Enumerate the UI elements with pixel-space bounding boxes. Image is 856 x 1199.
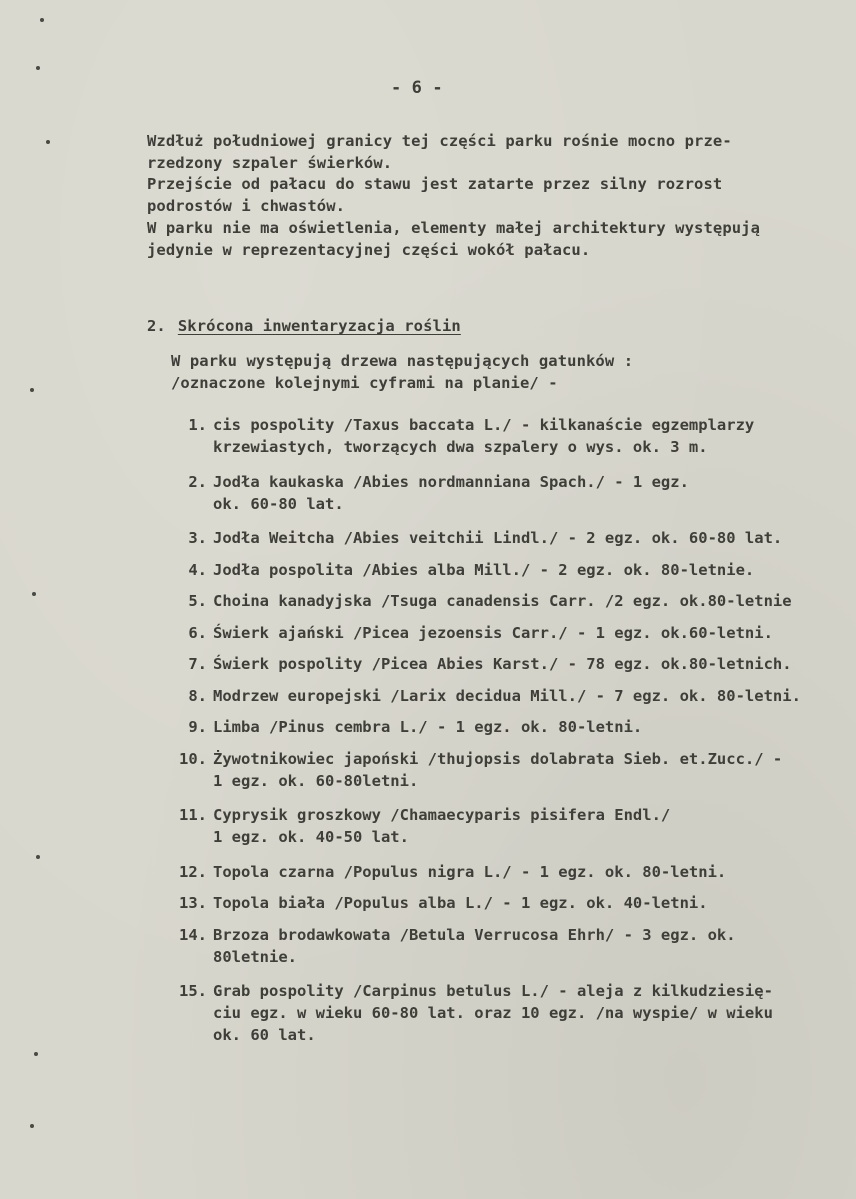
text-line: jedynie w reprezentacyjnej części wokół pałacu. bbox=[147, 240, 591, 259]
plant-number: 2. bbox=[188, 472, 207, 491]
plant-list-item bbox=[188, 716, 643, 738]
plant-number: 14. bbox=[179, 925, 207, 944]
text-line: rzedzony szpaler świerków. bbox=[147, 153, 393, 172]
page-number: - 6 - bbox=[391, 78, 443, 98]
paragraph-park-description bbox=[147, 131, 760, 261]
plant-number: 4. bbox=[188, 560, 207, 579]
plant-text-line: Świerk ajański /Picea jezoensis Carr./ - 1 egz. ok.60-letni. bbox=[213, 623, 773, 642]
plant-text-line: Świerk pospolity /Picea Abies Karst./ - 78 egz. ok.80-letnich. bbox=[213, 655, 792, 673]
plant-number: 13. bbox=[179, 894, 207, 912]
plant-number: 11. bbox=[179, 806, 207, 824]
plant-list-item bbox=[188, 622, 773, 644]
plant-text-line: cis pospolity /Taxus baccata L./ - kilkanaście egzemplarzy bbox=[213, 416, 755, 434]
plant-list-item bbox=[179, 748, 783, 792]
plant-text-line: ok. 60-80 lat. bbox=[213, 494, 344, 513]
plant-text-line: Modrzew europejski /Larix decidua Mill./ - 7 egz. ok. 80-letni. bbox=[213, 686, 801, 705]
paper-speck bbox=[34, 1052, 38, 1056]
plant-number: 5. bbox=[188, 592, 207, 610]
paper-speck bbox=[30, 388, 34, 392]
section-heading bbox=[147, 317, 461, 335]
plant-text-line: ok. 60 lat. bbox=[213, 1026, 316, 1044]
plant-list-item bbox=[188, 414, 755, 458]
plant-text-line: ciu egz. w wieku 60-80 lat. oraz 10 egz. /na wyspie/ w wieku bbox=[213, 1004, 773, 1022]
plant-text-line: Limba /Pinus cembra L./ - 1 egz. ok. 80-letni. bbox=[213, 718, 643, 736]
text-line: W parku nie ma oświetlenia, elementy małej architektury występują bbox=[147, 218, 761, 237]
paper-speck bbox=[46, 140, 50, 144]
plant-number: 12. bbox=[179, 862, 207, 881]
text-line: Wzdłuż południowej granicy tej części parku rośnie mocno prze- bbox=[147, 132, 732, 150]
section-number: 2. bbox=[147, 317, 166, 335]
plant-number: 9. bbox=[188, 718, 207, 736]
plant-text-line: Topola biała /Populus alba L./ - 1 egz. ok. 40-letni. bbox=[213, 894, 708, 912]
plant-list-item bbox=[179, 804, 671, 848]
plant-number: 8. bbox=[188, 686, 207, 705]
section-title: Skrócona inwentaryzacja roślin bbox=[177, 317, 461, 335]
plant-list-item bbox=[188, 471, 689, 515]
plant-text-line: Choina kanadyjska /Tsuga canadensis Carr. /2 egz. ok.80-letnie bbox=[213, 592, 792, 610]
plant-text-line: Topola czarna /Populus nigra L./ - 1 egz. ok. 80-letni. bbox=[213, 862, 727, 881]
plant-list-item bbox=[188, 653, 792, 675]
plant-text-line: 80letnie. bbox=[213, 947, 297, 966]
text-line: Przejście od pałacu do stawu jest zatarte przez silny rozrost bbox=[147, 175, 723, 194]
plant-text-line: 1 egz. ok. 40-50 lat. bbox=[213, 828, 409, 846]
plant-text-line: Jodła pospolita /Abies alba Mill./ - 2 egz. ok. 80-letnie. bbox=[213, 560, 755, 579]
text-line: /oznaczone kolejnymi cyframi na planie/ - bbox=[171, 374, 558, 392]
paper-speck bbox=[36, 66, 40, 70]
plant-number: 10. bbox=[179, 749, 207, 768]
plant-list-item bbox=[179, 924, 736, 968]
plant-number: 15. bbox=[179, 982, 207, 1000]
text-line: podrostów i chwastów. bbox=[147, 197, 346, 216]
section-intro bbox=[171, 350, 633, 394]
plant-list-item bbox=[179, 861, 727, 883]
paper-speck bbox=[30, 1124, 34, 1128]
plant-text-line: Grab pospolity /Carpinus betulus L./ - aleja z kilkudziesię- bbox=[213, 982, 773, 1000]
plant-text-line: 1 egz. ok. 60-80letni. bbox=[213, 771, 419, 790]
plant-list-item bbox=[179, 980, 773, 1046]
plant-list-item bbox=[188, 527, 783, 549]
plant-list-item bbox=[179, 892, 708, 914]
plant-number: 6. bbox=[188, 623, 207, 642]
plant-number: 1. bbox=[188, 416, 207, 434]
paper-speck bbox=[40, 18, 44, 22]
plant-text-line: Brzoza brodawkowata /Betula Verrucosa Ehrh/ - 3 egz. ok. bbox=[213, 925, 736, 944]
plant-text-line: Jodła kaukaska /Abies nordmanniana Spach./ - 1 egz. bbox=[213, 472, 689, 491]
plant-number: 7. bbox=[188, 655, 207, 673]
plant-list-item bbox=[188, 685, 801, 707]
plant-text-line: krzewiastych, tworzących dwa szpalery o wys. ok. 3 m. bbox=[213, 438, 708, 456]
plant-list-item bbox=[188, 559, 755, 581]
plant-text-line: Jodła Weitcha /Abies veitchii Lindl./ - 2 egz. ok. 60-80 lat. bbox=[213, 529, 783, 547]
text-line: W parku występują drzewa następujących gatunków : bbox=[171, 352, 634, 370]
plant-number: 3. bbox=[188, 529, 207, 547]
plant-list-item bbox=[188, 590, 792, 612]
paper-speck bbox=[32, 592, 36, 596]
plant-text-line: Żywotnikowiec japoński /thujopsis dolabrata Sieb. et.Zucc./ - bbox=[213, 749, 783, 768]
paper-speck bbox=[36, 855, 40, 859]
plant-text-line: Cyprysik groszkowy /Chamaecyparis pisifera Endl./ bbox=[213, 806, 671, 824]
